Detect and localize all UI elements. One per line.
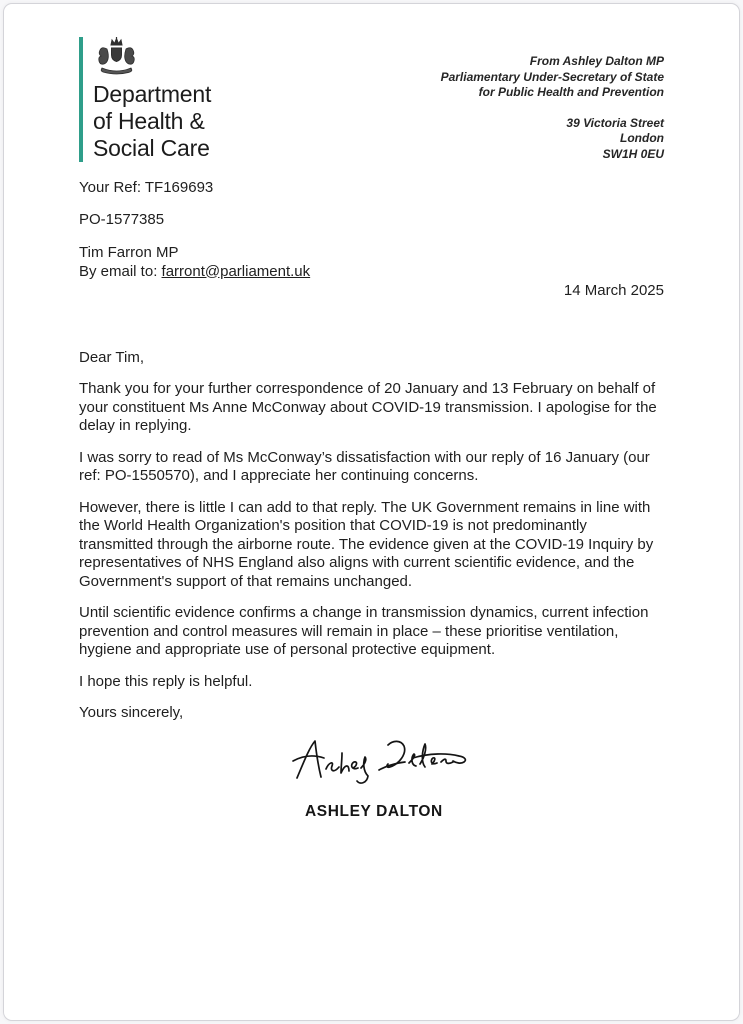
salutation: Dear Tim, [79, 348, 145, 366]
royal-crest-icon [93, 37, 140, 77]
paragraph-4: Until scientific evidence confirms a change in transmission dynamics, current infection prevention and control measures will remain in place – these prioritise ventilation, hygiene and appropriate use of personal protective equipment. [79, 604, 649, 658]
dhsc-logo-inner [79, 37, 211, 162]
paragraph-2: I was sorry to read of Ms McConway’s dissatisfaction with our reply of 16 January (our ref: PO-1550570), and I appreciate her continuing concerns. [79, 448, 650, 484]
address-postcode: SW1H 0EU [602, 146, 664, 161]
letter-header [79, 4, 664, 162]
sender-title-line-1: Parliamentary Under-Secretary of State [440, 69, 664, 84]
sender-address [441, 116, 664, 163]
signatory-name: ASHLEY DALTON [305, 802, 443, 820]
recipient-name: Tim Farron MP [79, 244, 179, 261]
email-line [79, 263, 664, 282]
po-ref: PO-1577385 [79, 210, 165, 228]
closing: Yours sincerely, [79, 704, 184, 721]
address-street: 39 Victoria Street [566, 115, 664, 130]
handwritten-signature-icon [291, 736, 469, 786]
org-name-line-2: of Health & [93, 108, 205, 134]
email-label: By email to: [79, 262, 162, 280]
recipient-block [79, 244, 664, 281]
sender-title-line-2: for Public Health and Prevention [478, 85, 664, 99]
letter-date: 14 March 2025 [563, 282, 664, 299]
org-name-line-1: Department [93, 81, 212, 107]
sender-from-line: From Ashley Dalton MP [529, 54, 664, 68]
address-city: London [620, 131, 664, 145]
signature-area [79, 736, 664, 786]
org-name-line-3: Social Care [93, 135, 210, 161]
paragraph-1: Thank you for your further correspondence of 20 January and 13 February on behalf of your constituent Ms Anne McConway about COVID-19 transmission. I apologise for the delay in replying. [79, 380, 657, 434]
your-ref: Your Ref: TF169693 [79, 179, 214, 196]
dhsc-logo [79, 37, 211, 162]
paragraph-3: However, there is little I can add to that reply. The UK Government remains in line with the World Health Organization's position that COVID-19 is not predominantly transmitted through the airborne route. The evidence given at the COVID-19 Inquiry by representatives of NHS England also aligns with current scientific evidence, and the Government's support of that remains unchanged. [79, 498, 654, 590]
email-address: farront@parliament.uk [161, 262, 311, 280]
paragraph-5: I hope this reply is helpful. [79, 672, 253, 690]
sender-details [441, 54, 664, 162]
letter-page [3, 3, 740, 1021]
